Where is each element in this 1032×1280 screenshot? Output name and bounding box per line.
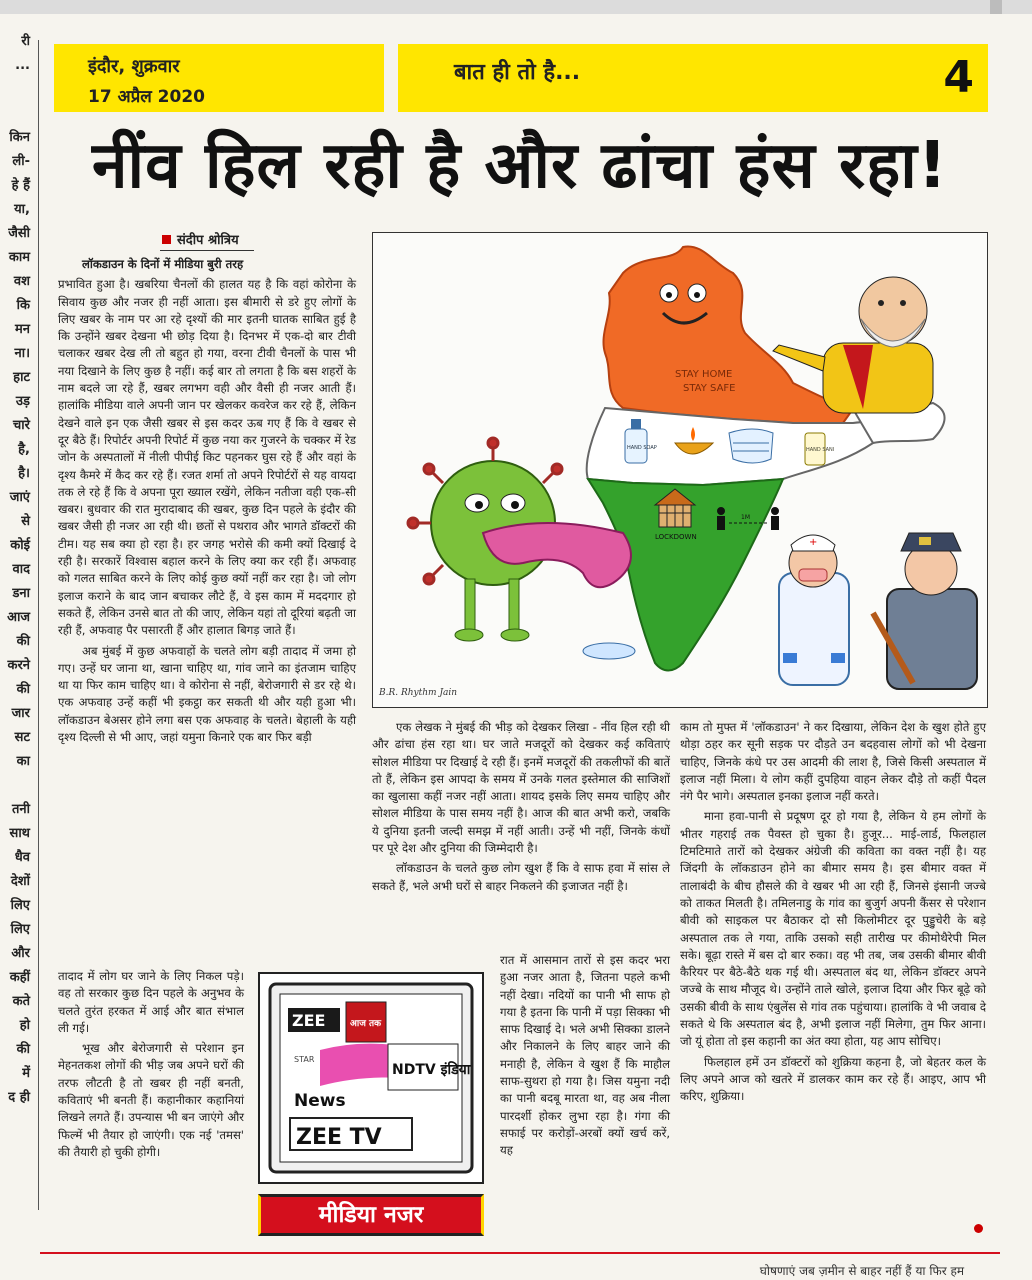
previous-column-line: कि <box>16 298 30 313</box>
previous-column-line: कोई <box>10 538 30 553</box>
article-para: फिलहाल हमें उन डॉक्टरों को शुक्रिया कहना है, जो बेहतर कल के लिए अपने आज को खतरे में डालकर काम कर रहे हैं। आइए, आप भी करिए, शुक्रिया। <box>680 1054 986 1104</box>
virus-leg <box>465 579 475 631</box>
previous-column-line: चारे <box>13 418 30 433</box>
previous-column-line: ... <box>15 58 30 73</box>
previous-column-line: उड़ <box>15 394 30 409</box>
article-para: अब मुंबई में कुछ अफवाहों के चलते लोग बड़ी तादाद में जमा हो गए। उन्हें घर जाना था, खाना चाहिए था, गांव जाने का इंतजाम चाहिए था या फिर काम चाहिए था। वे कोरोना से नहीं, बेरोजगारी से डर रहे थे। एक अफवाह उन्हें कहीं भी इकट्ठा कर सकती थी और यही हुआ भी। लॉकडाउन बेअसर होने लगा बस एक अफवाह के चलते। बेहाली के यही दृश्य दिल्ली से भी आए, जहां यमुना किनारे एक बार फिर बड़ी <box>58 643 356 745</box>
person-icon <box>771 516 779 530</box>
previous-column-line: की <box>16 682 30 697</box>
map-north-region <box>603 246 853 423</box>
column-name: बात ही तो है... <box>454 60 581 85</box>
previous-column-line: मन <box>15 322 30 337</box>
leader-face <box>859 277 927 345</box>
cartoon-svg <box>373 233 988 708</box>
previous-column-line: की <box>16 634 30 649</box>
zee-label: ZEE <box>292 1011 326 1030</box>
article-para: रात में आसमान तारों से इस कदर भरा हुआ नजर आता है, जितना पहले कभी नहीं देखा। नदियों का पानी भी साफ हो गया है इतना कि पानी में पड़ा सिक्का भी साफ दिखाई दे। भले अभी सिक्का डालने और निकालने के लिए बाहर जाने की मनाही है, लेकिन वे खुश हैं कि माहौल साफ-सुथरा हो गया है। जिस यमुना नदी का पानी बदबू मारता था, वह अब नीला पारदर्शी होकर लुभा रहा है। गंगा की सफाई पर करोड़ों-अरबों क्यों खर्च करें, यह <box>500 953 670 1158</box>
article-para: काम तो मुफ्त में 'लॉकडाउन' ने कर दिखाया, लेकिन देश के खुश होते हुए थोड़ा ठहर कर सूनी सड़क पर दौड़ते उन बदहवास लोगों को भी देखना चाहिए, जिनके कंधे पर उस आदमी की लाश है, जिसे किसी अस्पताल में इलाज नहीं मिला। ये लोग कहीं दुपहिया वाहन लेकर दौड़े तो कहीं पैदल नंगे पैर भागे। अस्पताल इनका इलाज नहीं करते। <box>680 720 986 804</box>
zeetv-label: ZEE TV <box>296 1125 382 1150</box>
article-para: प्रभावित हुआ है। खबरिया चैनलों की हालत यह है कि वहां कोरोना के सिवाय कुछ और नजर ही नहीं आता। इस बीमारी से डरे हुए लोगों के लिए खबर के नाम पर आ रहे दृश्यों की मार इतनी घातक साबित हुई है कि उन्होंने खबर देखना भी छोड़ दिया है। दिनभर में एक-दो बार टीवी चलाकर खबर देख ली तो बहुत हो गया, वरना टीवी चैनलों के पास भी नया दिखाने के लिए कुछ है नहीं। कई बार तो लगता है कि बस शहरों के नाम बदले जा रहे हैं, खबर लगभग वही और वैसी ही नजर आती हैं। हालांकि मीडिया वाले अपनी जान पर खेलकर कवरेज कर रहे हैं, लेकिन देखने वाले इन एक जैसी खबर से इस कदर ऊब गए हैं कि वे खबर से दूर बैठे हैं। रिपोर्टर अपनी रिपोर्ट में कुछ नया कर गुजरने के चक्कर में रेड जोन के अस्पतालों में नीली पीपीई किट पहनकर घुस रहे हैं और वहां के दृश्य कैमरे में कैद कर रहे हैं। रजत शर्मा तो अपने रिपोर्टरों से यह वायदा तक ले रहे हैं कि वे अपना पूरा ख्याल रखेंगे, लेकिन नतीजा वही एक-सी खबर। बुधवार की रात मुरादाबाद की खबर, कुछ दिन पहले के इंदौर की खबर जैसी ही नजर आ रही थी। छतों से पथराव और भागते डॉक्टरों की टीम। यह सब क्या हो रहा है। हर जगह भरोसे की कमी क्यों दिखाई दे रही है। सरकारें विश्वास बहाल करने के लिए क्या कर रही हैं। अफवाह को गलत साबित करने के लिए कोई कुछ क्यों नहीं कर रहा है। जो लोग इलाज कराने के बाद जान बचाकर लौटे हैं, वे इस काम में मददगार हो सकते हैं, लेकिन उनसे बात तो की जाए, लेकिन यहां तो दूरियां बढ़ती जा रही हैं, अफवाह पैर पसारती हैं और हालात बिगड़ जाते हैं। <box>58 277 356 638</box>
byline-marker-icon <box>162 235 171 244</box>
previous-column-line: और <box>11 946 30 961</box>
tv-set-svg <box>260 974 482 1182</box>
article-para: भूख और बेरोजगारी से परेशान इन मेहनतकश लोगों की भीड़ जब अपने घरों की तरफ लौटती है तो खबर ही नहीं बनती, कविताएं भी बनती हैं। कहानीकार कहानियां लिखने लगते हैं। उपन्यास भी बन जाएंगे और फिल्में भी तैयार हो जाएंगी। एक नई 'तमस' की तैयारी हो चुकी होगी। <box>58 1041 244 1159</box>
soap-label: HAND SOAP <box>627 445 657 451</box>
article-column-1 <box>58 256 356 746</box>
byline-author: संदीप श्रोत्रिय <box>177 233 239 248</box>
article-para: लॉकडाउन के चलते कुछ लोग खुश हैं कि वे साफ हवा में सांस ले सकते हैं, भले अभी घरों से बाहर निकलने की इजाजत नहीं है। <box>372 861 670 893</box>
previous-column-line: से <box>21 514 30 529</box>
previous-column-line: है, <box>18 442 30 457</box>
previous-column-line: तनी <box>12 802 30 817</box>
map-stay-safe: STAY SAFE <box>683 383 736 394</box>
article-column-1-continued <box>58 968 244 1161</box>
previous-column-line: कहीं <box>9 970 30 985</box>
previous-column-line: जैसी <box>8 226 30 241</box>
leader-kurta <box>823 343 933 413</box>
previous-column-line: हो <box>19 1018 30 1033</box>
artist-signature: B.R. Rhythm Jain <box>379 688 458 698</box>
previous-column-line: द ही <box>8 1090 30 1105</box>
article-column-2 <box>372 719 670 895</box>
headline: नींव हिल रही है और ढांचा हंस रहा! <box>92 129 948 203</box>
column-header-box <box>398 44 988 112</box>
previous-column-line: करने <box>7 658 30 673</box>
dateline-date: 17 अप्रैल 2020 <box>88 87 205 107</box>
end-marker-icon <box>974 1224 983 1233</box>
previous-column-line: का <box>16 754 30 769</box>
news-logo: News <box>294 1091 346 1111</box>
previous-column-line: ना। <box>14 346 30 361</box>
police-figure <box>887 589 977 689</box>
previous-column-line: या, <box>14 202 30 217</box>
previous-column-line: लिए <box>10 922 30 937</box>
dateline-city: इंदौर, शुक्रवार <box>88 56 180 77</box>
previous-column-line: जाएं <box>9 490 30 505</box>
top-strip <box>0 0 1032 14</box>
column-divider <box>38 40 39 1210</box>
previous-column-line: किन <box>9 130 30 145</box>
article-para: एक लेखक ने मुंबई की भीड़ को देखकर लिखा - नींव हिल रही थी और ढांचा हंस रहा था। घर जाते मजदूरों को देखकर कई कविताएं सोशल मीडिया पर दिखाई दे रही हैं। इनमें मजदूरों की तकलीफों की बातें तो हैं, लेकिन इस आपदा के समय में उनके गलत इस्तेमाल की साजिशों का खुलासा कहीं नजर नहीं आता। शायद इसके लिए समय चाहिए और सोशल मीडिया के पास समय नहीं है। आज की बात अभी करो, जबकि ये दुनिया इतनी जल्दी समझ में नहीं आती। उन्हें भी नहीं, जिनके कंधों पर पूरे देश और दुनिया की जिम्मेदारी है। <box>372 720 670 856</box>
previous-column-line <box>0 78 34 102</box>
next-story-strip <box>40 1258 1000 1280</box>
puddle-icon <box>583 643 635 659</box>
previous-column-line: की <box>16 1042 30 1057</box>
previous-column-line: कते <box>12 994 30 1009</box>
article-column-3 <box>680 719 986 1106</box>
previous-column-line: देशों <box>10 874 30 889</box>
previous-column-line: ली- <box>12 154 30 169</box>
virus-leg <box>509 579 519 631</box>
dateline-box <box>54 44 384 112</box>
byline-rule <box>160 250 254 251</box>
previous-column-line: लिए <box>10 898 30 913</box>
dist-label: 1M <box>741 514 750 521</box>
face-mask-icon <box>729 429 773 463</box>
previous-column-line: हाट <box>13 370 30 385</box>
star-label: STAR <box>294 1055 315 1064</box>
ndtv-label: NDTV इंडिया <box>392 1062 471 1078</box>
previous-column-line: वाद <box>12 562 30 577</box>
previous-column-line: डना <box>12 586 30 601</box>
article-para: माना हवा-पानी से प्रदूषण दूर हो गया है, लेकिन ये हम लोगों के भीतर गहराई तक पैवस्त हो चुका है। हुजूर... माई-लार्ड, फिलहाल टिमटिमाते तारों को देखकर अंग्रेजी की कविता का वक्त नहीं है। यह जिंदगी के लॉकडाउन होने का बीमार समय है। इस बीमार वक्त में तालाबंदी के बीच हौसले की वे खबर भी आ रही हैं, जिनसे इंसानी जज्बे को ताकत मिलती है। तमिलनाडु के गांव का बुजुर्ग अपनी कैंसर से परेशान बीवी को साइकल पर बैठाकर दो सौ किलोमीटर दूर पुड्डुचेरी के बड़े अस्पताल तक ले गया, ताकि उसको सही तारीख पर कीमोथैरेपी मिल सके। बूढ़ा रास्ते में बस दो बार रुका। वह भी तब, जब उसकी बीमार बीवी कैरियर पर बैठे-बैठे थक गई थी। अस्पताल बंद था, लेकिन डॉक्टर अपने जज्बे के साथ मौजूद थे। उन्होंने ताले खोले, इलाज दिया और फिर बूढ़े को उसकी बीवी के साथ एंबुलेंस से गांव तक पहुंचाया। हालांकि वे भी जवाब दे सकते थे कि अस्पताल बंद है, अभी इलाज नहीं मिलेगा, तुम फिर आना। जो यूं होता तो इस कहानी का अंत क्या होता, यह आप सोचिए। <box>680 809 986 1049</box>
previous-column-line <box>0 774 34 798</box>
previous-column-line: हे हैं <box>11 178 30 193</box>
previous-column-line: वश <box>13 274 30 289</box>
previous-column-line: आज <box>7 610 30 625</box>
svg-text:+: + <box>809 537 818 548</box>
article-column-2-continued <box>500 952 670 1160</box>
next-story-teaser: घोषणाएं जब ज़मीन से बाहर नहीं हैं या फिर हम <box>759 1264 964 1278</box>
sani-label: HAND SANI <box>806 447 835 453</box>
bottom-rule <box>40 1252 1000 1254</box>
previous-column-line: साथ <box>9 826 30 841</box>
previous-column-line: में <box>22 1066 30 1081</box>
byline <box>162 230 239 248</box>
article-para: लॉकडाउन के दिनों में मीडिया बुरी तरह <box>82 257 244 271</box>
page-number: 4 <box>943 52 974 103</box>
previous-column-line: धैव <box>14 850 30 865</box>
previous-column-line: काम <box>8 250 30 265</box>
nurse-figure <box>779 573 849 685</box>
previous-column-line: जार <box>11 706 30 721</box>
previous-column-line: री <box>21 34 30 49</box>
aaj-label: आज तक <box>350 1019 382 1029</box>
tv-channels-illustration <box>258 972 484 1184</box>
cartoon-illustration <box>372 232 988 708</box>
scrollbar-edge <box>990 0 1002 14</box>
lockdown-label: LOCKDOWN <box>655 533 697 541</box>
previous-column-line: है। <box>18 466 30 481</box>
previous-column-line <box>0 102 34 126</box>
media-caption-box: मीडिया नजर <box>258 1194 484 1236</box>
article-para: तादाद में लोग घर जाने के लिए निकल पड़े। वह तो सरकार कुछ दिन पहले के अनुभव के चलते तुरंत हरकत में आई और बात संभाल ली गई। <box>58 969 244 1035</box>
person-icon <box>717 516 725 530</box>
previous-column-line: सट <box>14 730 30 745</box>
map-stay-home: STAY HOME <box>675 369 733 380</box>
previous-column-fragment <box>0 30 34 1220</box>
